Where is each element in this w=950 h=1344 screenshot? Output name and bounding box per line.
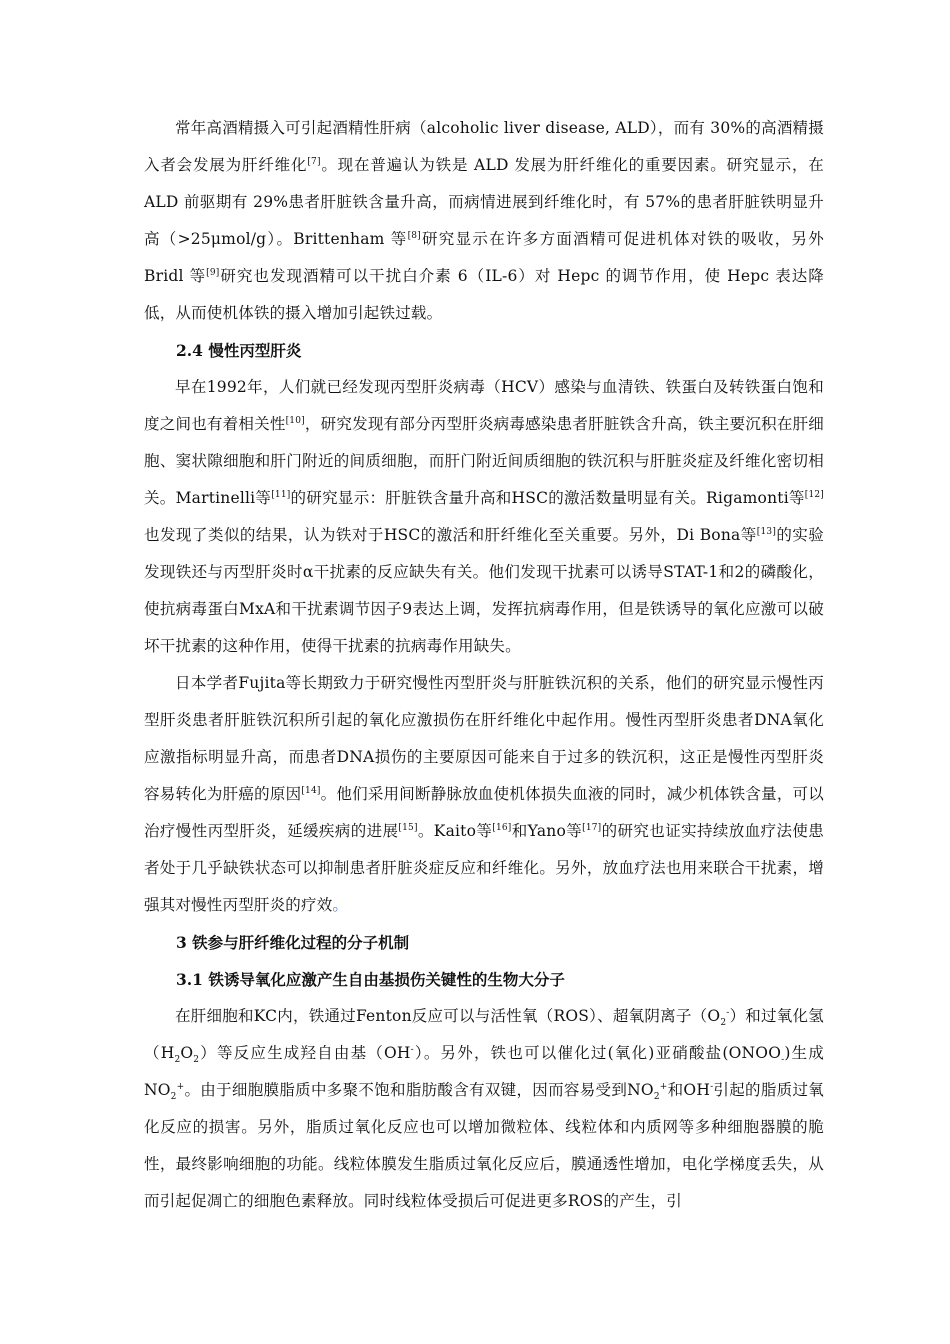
text-run: ，研究发现有部分丙型肝炎病毒感染患者肝脏铁含升高，铁主要沉积在肝细胞、窦状隙细胞和肝门附近的间质细胞，而肝门附近间质细胞的铁沉积与肝脏炎症及纤维化密切相关。Martinelli等 <box>144 415 824 507</box>
superscript: [11] <box>271 489 291 500</box>
section-heading: 3.1 铁诱导氧化应激产生自由基损伤关键性的生物大分子 <box>176 970 565 989</box>
text-run: 也发现了类似的结果，认为铁对于HSC的激活和肝纤维化至关重要。另外，Di Bona等 <box>144 526 757 544</box>
text-run: ）和过氧化氢（H <box>144 1007 825 1062</box>
superscript: [9] <box>206 267 220 278</box>
text-run: 日本学者Fujita等长期致力于研究慢性丙型肝炎与肝脏铁沉积的关系，他们的研究显示慢性丙型肝炎患者肝脏铁沉积所引起的氧化应激损伤在肝纤维化中起作用。慢性丙型肝炎患者DNA氧化应激指标明显升高，而患者DNA损伤的主要原因可能来自于过多的铁沉积，这正是慢性丙型肝炎容易转化为肝癌的原因 <box>144 674 824 803</box>
body-paragraph <box>144 369 824 665</box>
superscript: [13] <box>756 526 777 537</box>
text-run: 研究显示在许多方面酒精可促进机体对铁的吸收，另外 Bridl 等 <box>144 230 824 285</box>
text-run: ）等反应生成羟自由基（OH <box>199 1044 411 1062</box>
text-run: 引起的脂质过氧化反应的损害。另外，脂质过氧化反应也可以增加微粒体、线粒体和内质网等多种细胞器膜的脆性，最终影响细胞的功能。线粒体膜发生脂质过氧化反应后，膜通透性增加，电化学梯度丢失，从而引起促凋亡的细胞色素释放。同时线粒体受损后可促进更多ROS的产生，引 <box>144 1081 824 1210</box>
superscript: [8] <box>407 230 421 241</box>
superscript: [15] <box>398 822 418 833</box>
document-body <box>144 110 824 1220</box>
body-paragraph <box>144 110 824 332</box>
subscript: 2 <box>193 1055 200 1066</box>
text-run: )生成NO <box>144 1044 825 1099</box>
text-run: 。Kaito等 <box>417 822 493 840</box>
superscript: [17] <box>582 822 602 833</box>
text-run: 研究也发现酒精可以干扰白介素 6（IL-6）对 Hepc 的调节作用，使 Hepc 表达降低，从而使机体铁的摄入增加引起铁过载。 <box>144 267 824 322</box>
superscript: + <box>176 1081 185 1092</box>
text-run: 在肝细胞和KC内，铁通过Fenton反应可以与活性氧（ROS）、超氧阴离子（O <box>175 1007 721 1025</box>
superscript: - <box>710 1081 714 1092</box>
superscript: + <box>659 1081 668 1092</box>
superscript: [12] <box>804 489 825 500</box>
subscript: 2 <box>653 1092 660 1103</box>
text-run: 早在1992年，人们就已经发现丙型肝炎病毒（HCV）感染与血清铁、铁蛋白及转铁蛋白饱和度之间也有着相关性 <box>144 378 824 433</box>
superscript: - <box>726 1007 730 1018</box>
text-run: 和OH <box>667 1081 711 1099</box>
subscript: - <box>781 1055 785 1066</box>
body-paragraph <box>144 665 824 924</box>
superscript: [7] <box>307 156 321 167</box>
text-run: 的研究显示：肝脏铁含量升高和HSC的激活数量明显有关。Rigamonti等 <box>290 489 805 507</box>
section-heading: 2.4 慢性丙型肝炎 <box>176 341 302 360</box>
superscript: [10] <box>285 415 305 426</box>
subscript: 2 <box>170 1092 177 1103</box>
text-run: O <box>180 1044 194 1062</box>
text-run: ）。另外，铁也可以催化过(氧化)亚硝酸盐(ONOO <box>413 1044 782 1062</box>
superscript: - <box>410 1044 414 1055</box>
text-run: 的实验发现铁还与丙型肝炎时α干扰素的反应缺失有关。他们发现干扰素可以诱导STAT-1和2的磷酸化，使抗病毒蛋白MxA和干扰素调节因子9表达上调，发挥抗病毒作用，但是铁诱导的氧化应激可以破坏干扰素的这种作用，使得干扰素的抗病毒作用缺失。 <box>144 526 824 655</box>
text-run: 。他们采用间断静脉放血使机体损失血液的同时，减少机体铁含量，可以治疗慢性丙型肝炎，延缓疾病的进展 <box>144 785 824 840</box>
superscript: [14] <box>301 785 321 796</box>
section-heading: 3 铁参与肝纤维化过程的分子机制 <box>176 933 410 952</box>
text-run: 和Yano等 <box>511 822 583 840</box>
subscript: 2 <box>720 1018 727 1029</box>
text-run: 。由于细胞膜脂质中多聚不饱和脂肪酸含有双键，因而容易受到NO <box>184 1081 654 1099</box>
text-run: 。 <box>332 896 349 914</box>
subscript: 2 <box>174 1055 181 1066</box>
body-paragraph <box>144 998 824 1220</box>
text-run: 。现在普遍认为铁是 ALD 发展为肝纤维化的重要因素。研究显示，在 ALD 前驱期有 29%患者肝脏铁含量升高，而病情进展到纤维化时，有 57%的患者肝脏铁明显升高（>25μmol/g）。Brittenham 等 <box>144 156 824 248</box>
superscript: [16] <box>492 822 512 833</box>
text-run: 常年高酒精摄入可引起酒精性肝病（alcoholic liver disease, ALD），而有 30%的高酒精摄入者会发展为肝纤维化 <box>144 119 824 174</box>
text-run: 的研究也证实持续放血疗法使患者处于几乎缺铁状态可以抑制患者肝脏炎症反应和纤维化。另外，放血疗法也用来联合干扰素，增强其对慢性丙型肝炎的疗效 <box>144 822 824 914</box>
